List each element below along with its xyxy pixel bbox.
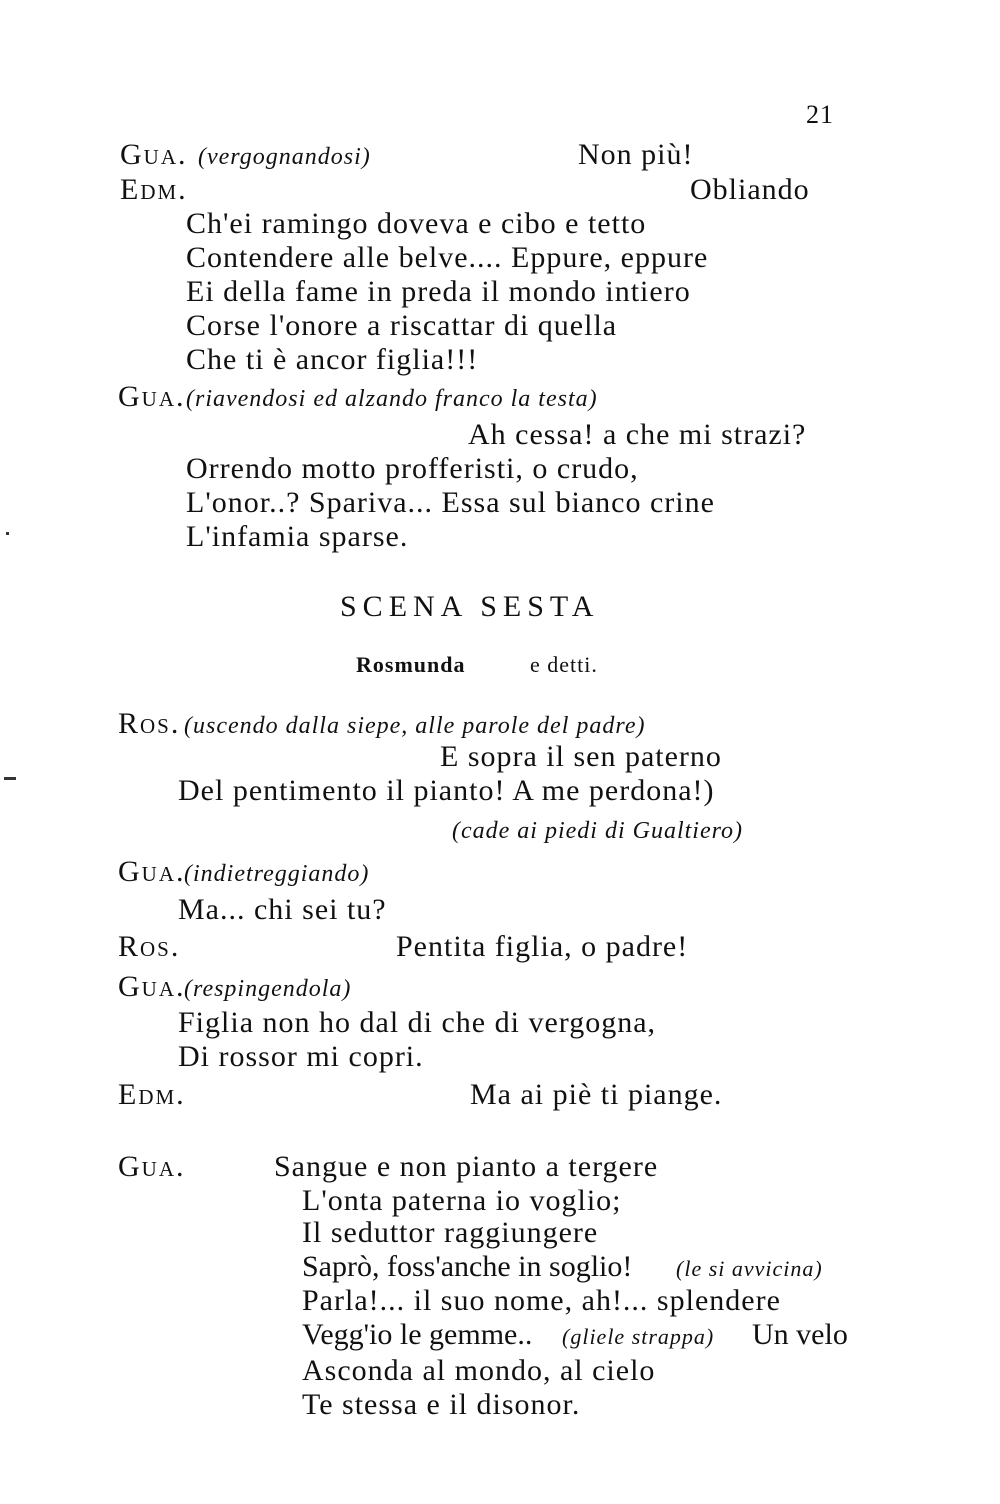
verse-line: Non più! xyxy=(578,138,694,171)
speaker-label: Gua. xyxy=(118,1150,186,1183)
speaker-label: Ros. xyxy=(118,707,181,740)
cast-note: e detti. xyxy=(530,652,598,677)
scan-speck xyxy=(4,777,16,780)
stage-direction: (vergognandosi) xyxy=(198,144,371,170)
verse-line: Un velo xyxy=(752,1318,848,1351)
stage-direction: (respingendola) xyxy=(184,976,352,1002)
verse-line: Parla!... il suo nome, ah!... splendere xyxy=(302,1284,781,1317)
stage-direction: (uscendo dalla siepe, alle parole del padre) xyxy=(184,713,646,739)
speaker-label: Gua. xyxy=(120,138,188,171)
stage-direction: (cade ai piedi di Gualtiero) xyxy=(452,818,744,844)
verse-line: Saprò, foss'anche in soglio! xyxy=(302,1250,633,1283)
verse-line: L'onor..? Spariva... Essa sul bianco crine xyxy=(186,486,715,519)
stage-direction: (indietreggiando) xyxy=(184,861,370,887)
cast-name: Rosmunda xyxy=(356,652,466,677)
verse-line: E sopra il sen paterno xyxy=(440,740,722,773)
speaker-label: Gua. xyxy=(118,970,186,1003)
verse-line: Te stessa e il disonor. xyxy=(302,1388,581,1421)
speaker-label: Edm. xyxy=(118,1078,186,1111)
verse-line: Che ti è ancor figlia!!! xyxy=(186,343,479,376)
speaker-label: Edm. xyxy=(120,173,188,206)
stage-direction: (riavendosi ed alzando franco la testa) xyxy=(186,386,598,412)
verse-line: L'onta paterna io voglio; xyxy=(302,1184,622,1217)
scan-speck xyxy=(6,532,9,535)
verse-line: Asconda al mondo, al cielo xyxy=(302,1354,656,1387)
verse-line: Ei della fame in preda il mondo intiero xyxy=(186,275,691,308)
stage-direction: (le si avvicina) xyxy=(676,1256,823,1281)
verse-line: Di rossor mi copri. xyxy=(178,1040,424,1073)
verse-line: L'infamia sparse. xyxy=(186,520,409,553)
page-number: 21 xyxy=(806,100,834,129)
verse-line: Pentita figlia, o padre! xyxy=(396,930,689,963)
verse-line: Il seduttor raggiungere xyxy=(302,1216,599,1249)
speaker-label: Gua. xyxy=(118,855,186,888)
verse-line: Del pentimento il pianto! A me perdona!) xyxy=(178,774,715,807)
verse-line: Ah cessa! a che mi strazi? xyxy=(468,418,807,451)
scene-title: SCENA SESTA xyxy=(340,590,600,623)
verse-line: Figlia non ho dal di che di vergogna, xyxy=(178,1006,657,1039)
verse-line: Corse l'onore a riscattar di quella xyxy=(186,309,618,342)
verse-line: Ma ai piè ti piange. xyxy=(470,1078,723,1111)
verse-line: Orrendo motto profferisti, o crudo, xyxy=(186,452,639,485)
verse-line: Sangue e non pianto a tergere xyxy=(274,1150,659,1183)
verse-line: Vegg'io le gemme.. xyxy=(302,1318,533,1351)
speaker-label: Ros. xyxy=(118,930,181,963)
verse-line: Ma... chi sei tu? xyxy=(178,893,387,926)
verse-line: Obliando xyxy=(690,173,810,206)
verse-line: Contendere alle belve.... Eppure, eppure xyxy=(186,241,709,274)
verse-line: Ch'ei ramingo doveva e cibo e tetto xyxy=(186,207,647,240)
speaker-label: Gua. xyxy=(118,380,186,413)
stage-direction: (gliele strappa) xyxy=(562,1324,715,1349)
